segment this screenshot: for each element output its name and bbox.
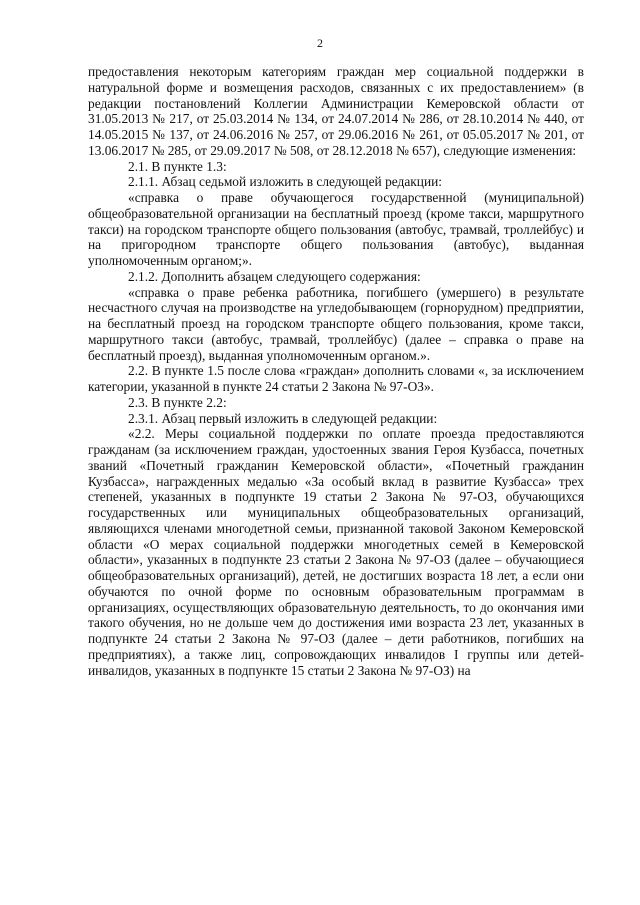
- paragraph-2-3: 2.3. В пункте 2.2:: [128, 394, 227, 410]
- paragraph-2-3-1: 2.3.1. Абзац первый изложить в следующей редакции:: [128, 410, 438, 426]
- paragraph-quote-2: «справка о праве ребенка работника, погибшего (умершего) в результате несчастного случая на производстве на угледобывающем (горнорудном) предприятии, на бесплатный проезд на городском транспорте общего пользования, кроме такси, маршрутного такси (автобус, трамвай, троллейбус) (далее – справка о праве на бесплатный проезд), выданная уполномоченным органом.».: [88, 284, 584, 363]
- paragraph-2-1-2: 2.1.2. Дополнить абзацем следующего содержания:: [128, 268, 421, 284]
- paragraph-2-1-1: 2.1.1. Абзац седьмой изложить в следующей редакции:: [128, 174, 443, 190]
- paragraph-quote-3: «2.2. Меры социальной поддержки по оплате проезда предоставляются гражданам (за исключением граждан, удостоенных звания Героя Кузбасса, почетных званий «Почетный гражданин Кемеровской области», «Почетный гражданин Кузбасса», награжденных медалью «За особый вклад в развитие Кузбасса» трех степеней, указанных в подпункте 19 статьи 2 Закона № 97-ОЗ, обучающихся государственных или муниципальных общеобразовательных организаций, являющихся членами многодетной семьи, признанной таковой Законом Кемеровской области «О мерах социальной поддержки многодетных семей в Кемеровской области», указанных в подпункте 23 статьи 2 Закона № 97-ОЗ (далее – обучающиеся общеобразовательных организаций), детей, не достигших возраста 18 лет, а если они обучаются по очной форме по основным образовательным программам в организациях, осуществляющих образовательную деятельность, то до окончания ими такого обучения, но не дольше чем до достижения ими возраста 23 лет, указанных в подпункте 24 статьи 2 Закона № 97-ОЗ (далее – дети работников, погибших на предприятиях), а также лиц, сопровождающих инвалидов I группы или детей-инвалидов, указанных в подпункте 15 статьи 2 Закона № 97-ОЗ) на: [88, 426, 584, 678]
- document-body: [88, 64, 584, 678]
- paragraph-2-1: 2.1. В пункте 1.3:: [128, 158, 227, 174]
- paragraph-intro: предоставления некоторым категориям граждан мер социальной поддержки в натуральной форме и возмещения расходов, связанных с их предоставлением» (в редакции постановлений Коллегии Администрации Кемеровской области от 31.05.2013 № 217, от 25.03.2014 № 134, от 24.07.2014 № 286, от 28.10.2014 № 440, от 14.05.2015 № 137, от 24.06.2016 № 257, от 29.06.2016 № 261, от 05.05.2017 № 201, от 13.06.2017 № 285, от 29.09.2017 № 508, от 28.12.2018 № 657), следующие изменения:: [88, 64, 584, 158]
- paragraph-quote-1: «справка о праве обучающегося государственной (муниципальной) общеобразовательной организации на бесплатный проезд (кроме такси, маршрутного такси) на городском транспорте общего пользования (автобус, трамвай, троллейбус) и на пригородном транспорте общего пользования (автобус), выданная уполномоченным органом;».: [88, 190, 584, 268]
- page-number: 2: [317, 36, 323, 50]
- paragraph-2-2: 2.2. В пункте 1.5 после слова «граждан» дополнить словами «, за исключением категории, указанной в пункте 24 статьи 2 Закона № 97-ОЗ».: [88, 363, 584, 394]
